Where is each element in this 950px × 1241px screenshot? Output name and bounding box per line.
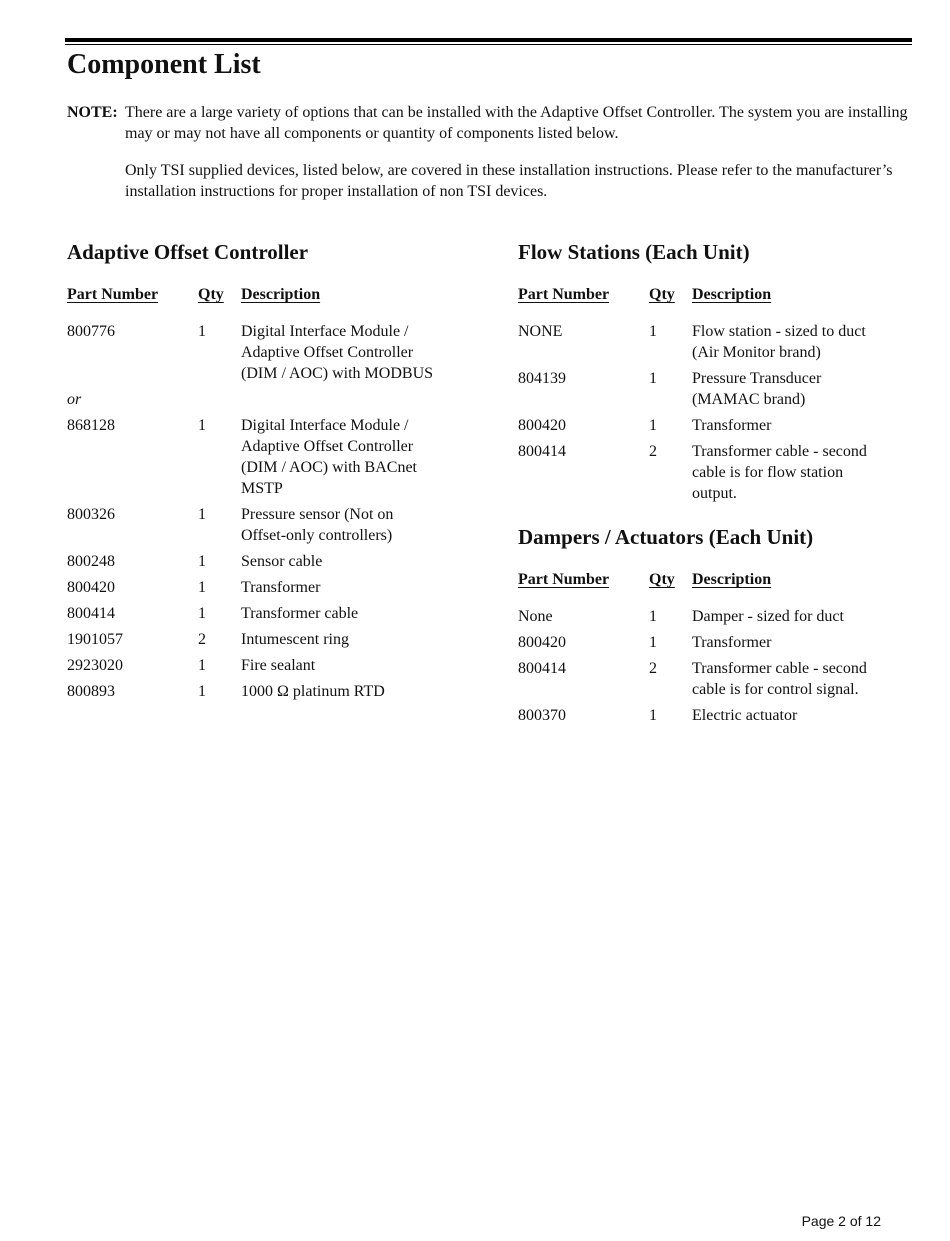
quantity: 2 (649, 443, 657, 460)
quantity: 1 (198, 553, 206, 570)
dampers-table-body (518, 606, 918, 726)
part-number: 1901057 (67, 631, 123, 648)
column-header-qty: Qty (649, 286, 675, 303)
note-block (67, 102, 917, 218)
flow-table-header (518, 286, 918, 308)
description: Pressure sensor (Not on Offset-only controllers) (241, 506, 394, 544)
part-number: 2923020 (67, 657, 123, 674)
description: Fire sealant (241, 657, 316, 674)
page-title: Component List (67, 49, 261, 80)
part-number: 800414 (518, 660, 566, 677)
description: Intumescent ring (241, 631, 349, 648)
header-rule-thick (65, 38, 912, 42)
aoc-table-body (67, 321, 477, 702)
part-number: 800248 (67, 553, 115, 570)
part-number: 800420 (518, 417, 566, 434)
aoc-rows (67, 415, 477, 702)
table-row (518, 368, 918, 410)
quantity: 1 (198, 605, 206, 622)
column-header-part-number: Part Number (518, 571, 610, 588)
part-number: 800420 (518, 634, 566, 651)
description: Transformer cable (241, 605, 359, 622)
table-row (518, 415, 918, 436)
table-row (518, 658, 918, 700)
description: Digital Interface Module / Adaptive Offset Controller (DIM / AOC) with BACnet MSTP (241, 417, 417, 497)
part-number: 800420 (67, 579, 115, 596)
table-row (67, 415, 477, 499)
column-header-description: Description (241, 286, 321, 303)
quantity: 1 (198, 506, 206, 523)
flow-table-body (518, 321, 918, 504)
dampers-section (518, 523, 918, 731)
table-row (518, 632, 918, 653)
column-header-qty: Qty (198, 286, 224, 303)
quantity: 1 (198, 323, 206, 340)
description: Transformer cable - second cable is for control signal. (692, 660, 867, 698)
description: Damper - sized for duct (692, 608, 844, 625)
table-row (518, 705, 918, 726)
description: Transformer (692, 417, 772, 434)
quantity: 1 (198, 579, 206, 596)
quantity: 1 (649, 323, 657, 340)
dampers-table-header (518, 571, 918, 593)
table-row (518, 321, 918, 363)
description: Transformer (241, 579, 321, 596)
aoc-heading: Adaptive Offset Controller (67, 240, 309, 264)
dampers-heading: Dampers / Actuators (Each Unit) (518, 525, 814, 549)
column-header-part-number: Part Number (518, 286, 610, 303)
quantity: 1 (649, 707, 657, 724)
column-header-part-number: Part Number (67, 286, 159, 303)
part-number: 800893 (67, 683, 115, 700)
part-number: 868128 (67, 417, 115, 434)
part-number: 800776 (67, 323, 115, 340)
quantity: 1 (198, 683, 206, 700)
page-number: Page 2 of 12 (801, 1213, 881, 1229)
quantity: 1 (198, 657, 206, 674)
quantity: 1 (649, 370, 657, 387)
table-row (67, 681, 477, 702)
aoc-table-header (67, 286, 477, 308)
table-row (67, 577, 477, 598)
table-row (67, 504, 477, 546)
part-number: 800326 (67, 506, 115, 523)
description: Transformer cable - second cable is for flow station output. (692, 443, 867, 502)
quantity: 1 (649, 608, 657, 625)
note-paragraph: Only TSI supplied devices, listed below, are covered in these installation instructions. Please refer to the manufacturer’s installation instructions for proper installation of non TSI devices. (125, 162, 893, 200)
or-separator: or (67, 391, 82, 408)
table-row (67, 655, 477, 676)
quantity: 2 (198, 631, 206, 648)
column-header-description: Description (692, 571, 772, 588)
table-row (67, 321, 477, 384)
description: Transformer (692, 634, 772, 651)
quantity: 2 (649, 660, 657, 677)
header-rule-thin (65, 44, 912, 45)
description: Flow station - sized to duct (Air Monitor brand) (692, 323, 866, 361)
description: Electric actuator (692, 707, 798, 724)
table-row (67, 551, 477, 572)
quantity: 1 (649, 634, 657, 651)
part-number: 800414 (67, 605, 115, 622)
part-number: 800414 (518, 443, 566, 460)
part-number: 800370 (518, 707, 566, 724)
table-row (518, 441, 918, 504)
description: Pressure Transducer (MAMAC brand) (692, 370, 822, 408)
part-number: 804139 (518, 370, 566, 387)
part-number: NONE (518, 323, 563, 340)
flow-stations-section (518, 238, 918, 509)
flow-stations-heading: Flow Stations (Each Unit) (518, 240, 750, 264)
table-row (67, 603, 477, 624)
description: 1000 Ω platinum RTD (241, 683, 385, 700)
description: Sensor cable (241, 553, 323, 570)
part-number: None (518, 608, 553, 625)
note-paragraph: There are a large variety of options that can be installed with the Adaptive Offset Controller. The system you are installing may or may not have all components or quantity of components listed below. (125, 104, 908, 142)
table-row (67, 629, 477, 650)
table-row (518, 606, 918, 627)
quantity: 1 (198, 417, 206, 434)
column-header-qty: Qty (649, 571, 675, 588)
column-header-description: Description (692, 286, 772, 303)
description: Digital Interface Module / Adaptive Offset Controller (DIM / AOC) with MODBUS (241, 323, 434, 382)
note-label: NOTE : (67, 102, 118, 123)
quantity: 1 (649, 417, 657, 434)
aoc-section (67, 238, 477, 707)
